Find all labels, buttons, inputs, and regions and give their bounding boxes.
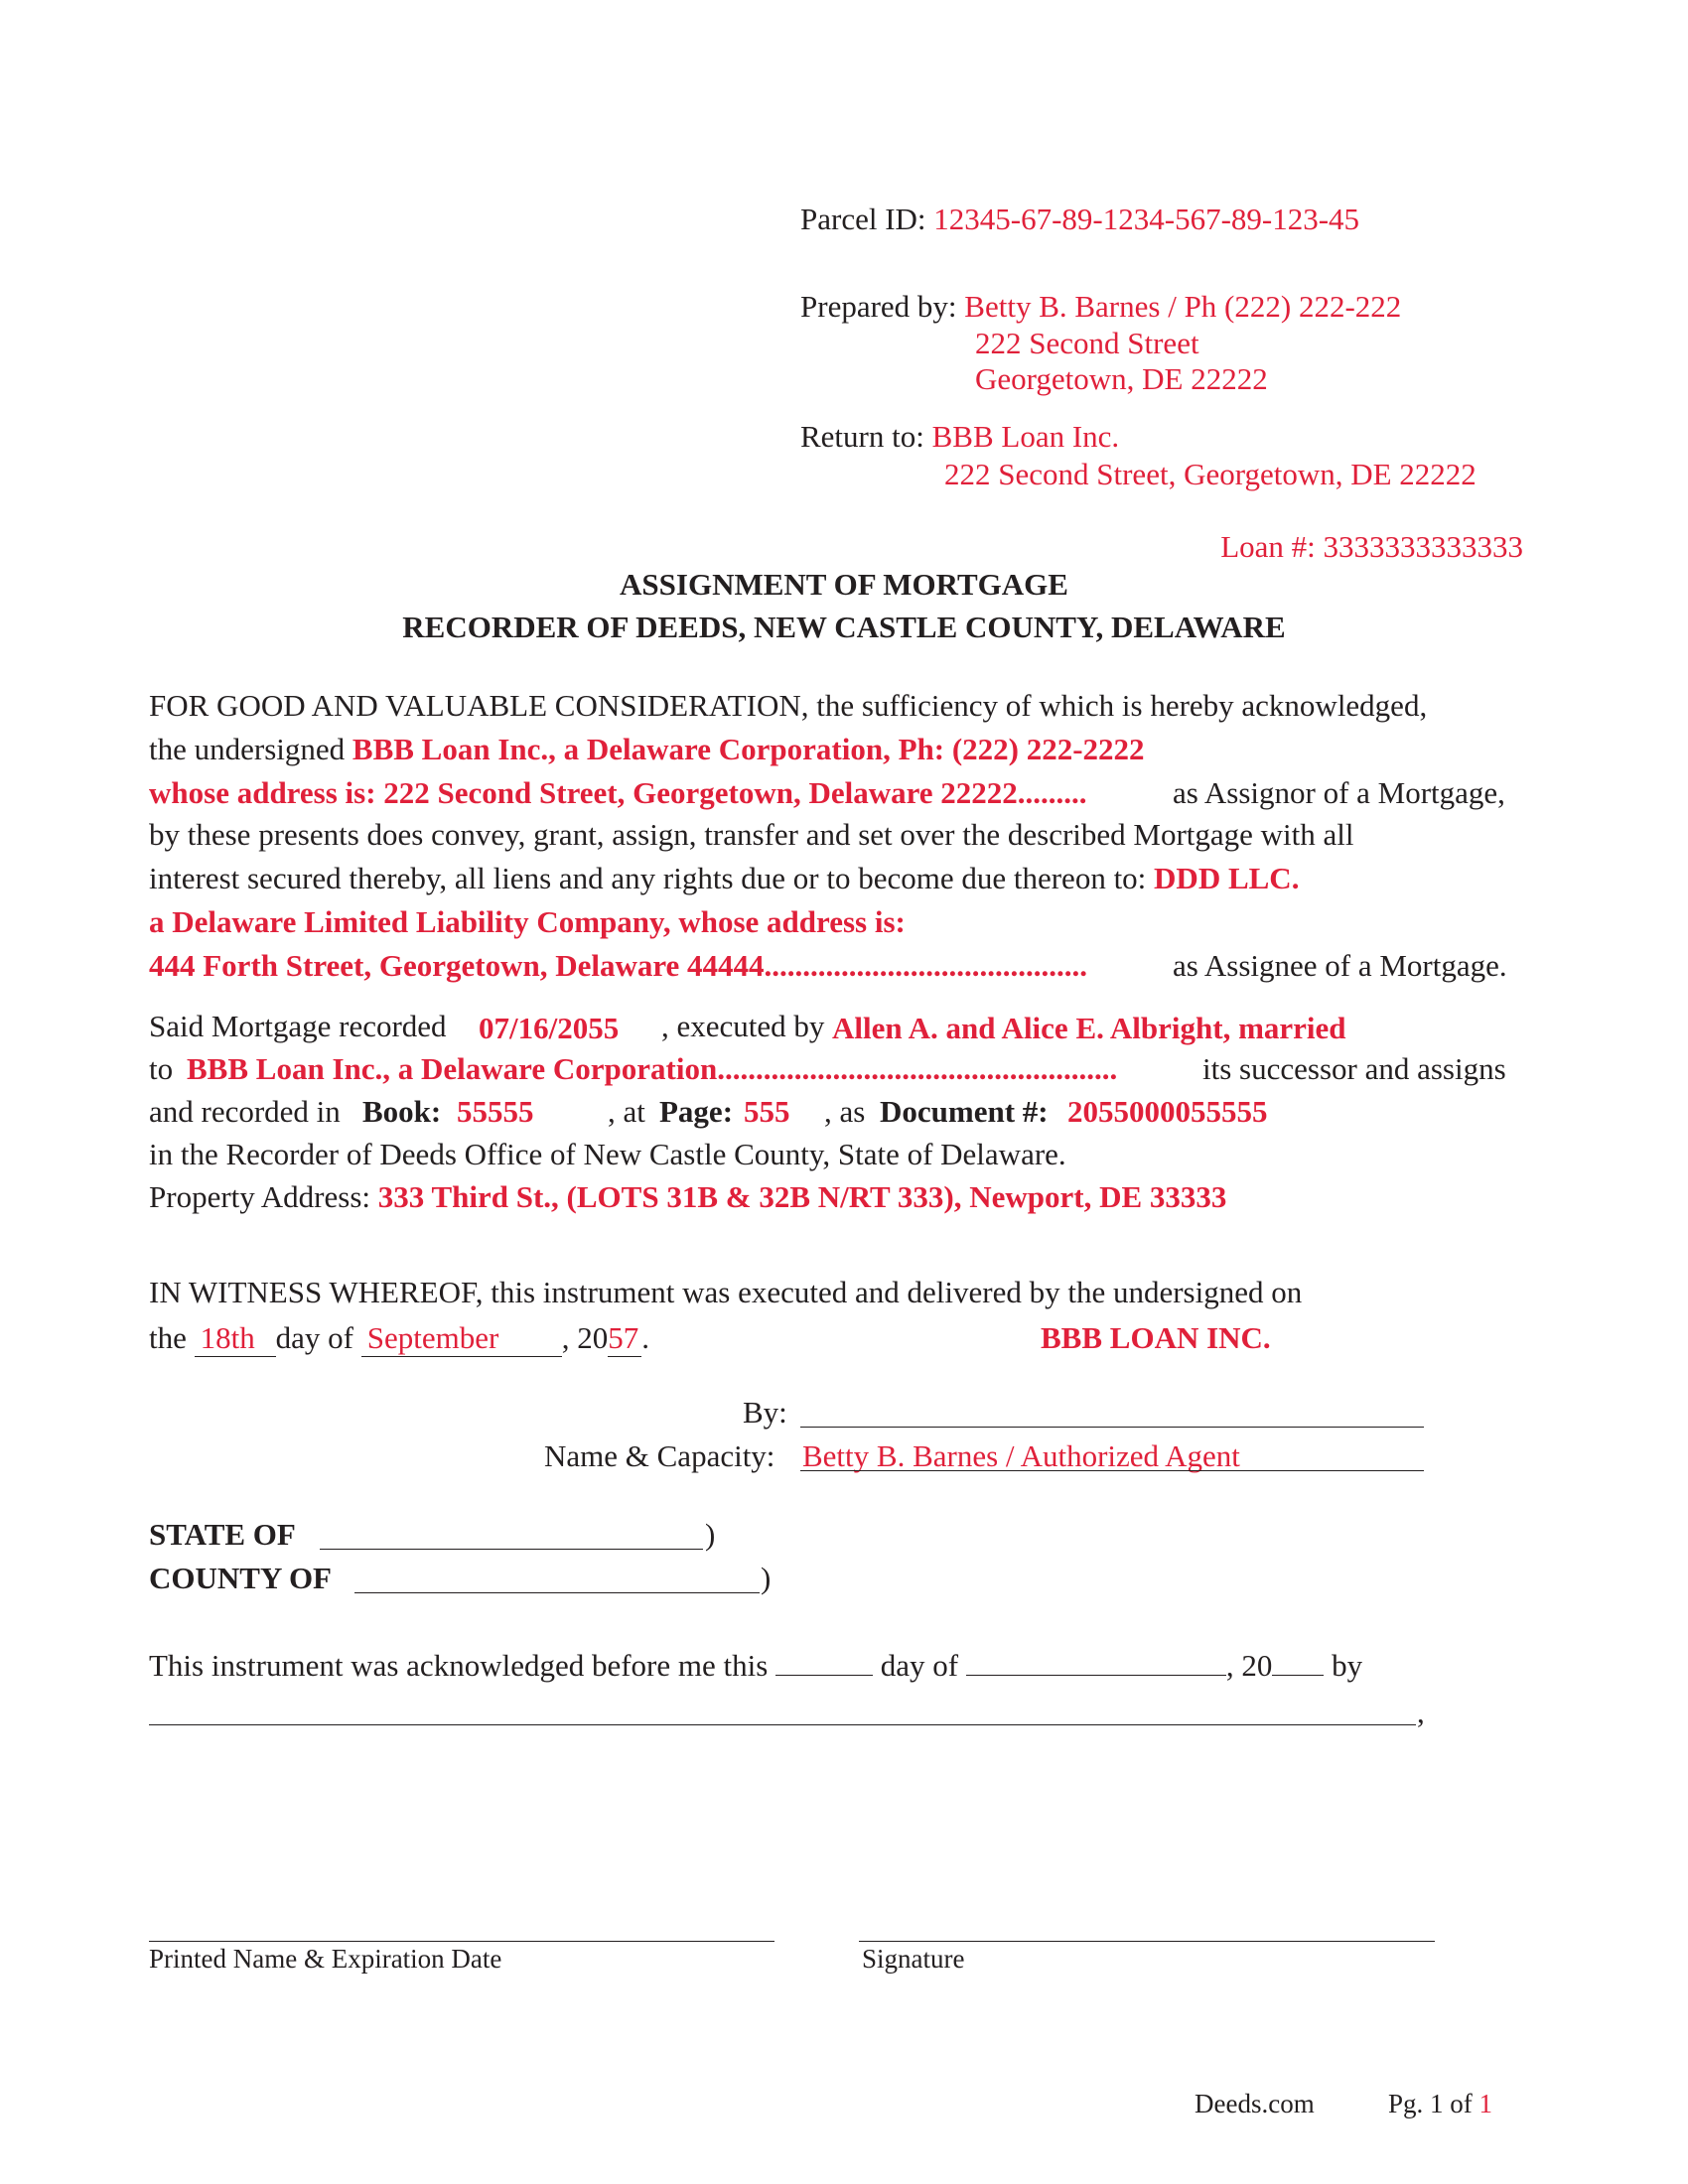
recorded-date: 07/16/2055 bbox=[479, 1011, 620, 1045]
prepared-by-street: 222 Second Street bbox=[975, 326, 1199, 360]
state-of-label: STATE OF bbox=[149, 1517, 296, 1552]
ack-month-field[interactable] bbox=[966, 1675, 1226, 1676]
parcel-id-label: Parcel ID: bbox=[800, 202, 926, 236]
para1-line5 bbox=[149, 861, 1299, 896]
executed-by: Allen A. and Alice E. Albright, married bbox=[832, 1011, 1346, 1045]
by-label: By: bbox=[743, 1395, 787, 1430]
recorded-label: Said Mortgage recorded bbox=[149, 1009, 447, 1043]
successor-text: its successor and assigns bbox=[1202, 1051, 1506, 1086]
office-line: in the Recorder of Deeds Office of New Castle County, State of Delaware. bbox=[149, 1137, 1066, 1171]
para1-line4: by these presents does convey, grant, assign, transfer and set over the described Mortgage with all bbox=[149, 817, 1354, 852]
signature-label: Signature bbox=[862, 1944, 965, 1974]
prepared-by-city: Georgetown, DE 22222 bbox=[975, 361, 1268, 396]
para1-line2 bbox=[149, 732, 1145, 767]
document-value: 2055000055555 bbox=[1067, 1094, 1268, 1129]
prepared-by-label: Prepared by: bbox=[800, 289, 957, 324]
book-label: Book: bbox=[362, 1094, 442, 1129]
ack-day-of: day of bbox=[880, 1648, 959, 1683]
interest-text: interest secured thereby, all liens and any rights due or to become due thereon to: bbox=[149, 861, 1147, 895]
mortgagee-name: BBB Loan Inc., a Delaware Corporation.................................................... bbox=[187, 1051, 1118, 1086]
return-to-line bbox=[800, 419, 1119, 455]
ack-day-field[interactable] bbox=[775, 1675, 873, 1676]
assignor-address: whose address is: 222 Second Street, Georgetown, Delaware 22222......... bbox=[149, 775, 1087, 810]
state-of-line bbox=[320, 1549, 703, 1550]
county-paren: ) bbox=[761, 1561, 772, 1595]
recorded-in-label: and recorded in bbox=[149, 1094, 341, 1129]
month-field: September bbox=[361, 1320, 562, 1357]
page-value: 555 bbox=[744, 1094, 790, 1129]
loan-number: Loan #: 3333333333333 bbox=[1220, 529, 1523, 564]
by-signature-line bbox=[800, 1427, 1424, 1428]
document-title: ASSIGNMENT OF MORTGAGE bbox=[620, 567, 1068, 602]
year-field: 57 bbox=[608, 1320, 641, 1357]
parcel-id-line bbox=[800, 202, 1359, 237]
assignor-name: BBB Loan Inc., a Delaware Corporation, Ph: (222) 222-2222 bbox=[352, 732, 1145, 766]
acknowledgment-line bbox=[149, 1648, 1362, 1684]
name-capacity-label: Name & Capacity: bbox=[544, 1438, 775, 1473]
page-pre: , at bbox=[608, 1094, 645, 1129]
footer-page bbox=[1388, 2089, 1492, 2118]
witness-line: IN WITNESS WHEREOF, this instrument was executed and delivered by the undersigned on bbox=[149, 1275, 1303, 1309]
ack-text: This instrument was acknowledged before me this bbox=[149, 1648, 769, 1683]
document-subtitle: RECORDER OF DEEDS, NEW CASTLE COUNTY, DELAWARE bbox=[402, 610, 1286, 644]
property-line bbox=[149, 1179, 1226, 1215]
return-to-address: 222 Second Street, Georgetown, DE 22222 bbox=[944, 457, 1477, 491]
name-capacity-value: Betty B. Barnes / Authorized Agent bbox=[802, 1438, 1240, 1473]
undersigned-label: the undersigned bbox=[149, 732, 346, 766]
the-label: the bbox=[149, 1320, 187, 1355]
ack-comma: , bbox=[1417, 1695, 1425, 1729]
assignee-address: 444 Forth Street, Georgetown, Delaware 44444.......................................... bbox=[149, 948, 1088, 983]
footer-page-prefix: Pg. 1 of bbox=[1388, 2089, 1473, 2118]
prepared-by-name: Betty B. Barnes / Ph (222) 222-222 bbox=[964, 289, 1402, 324]
printed-name-line[interactable] bbox=[149, 1941, 774, 1942]
property-address: 333 Third St., (LOTS 31B & 32B N/RT 333), Newport, DE 33333 bbox=[377, 1179, 1227, 1214]
ack-year-field[interactable] bbox=[1272, 1675, 1324, 1676]
page-label: Page: bbox=[659, 1094, 734, 1129]
parcel-id-value: 12345-67-89-1234-567-89-123-45 bbox=[933, 202, 1360, 236]
assignor-role: as Assignor of a Mortgage, bbox=[1173, 775, 1505, 810]
para1-line1: FOR GOOD AND VALUABLE CONSIDERATION, the sufficiency of which is hereby acknowledged, bbox=[149, 688, 1428, 723]
book-value: 55555 bbox=[457, 1094, 534, 1129]
witness-date-line bbox=[149, 1320, 649, 1357]
property-label: Property Address: bbox=[149, 1179, 371, 1214]
county-of-label: COUNTY OF bbox=[149, 1561, 332, 1595]
ack-by: by bbox=[1332, 1648, 1363, 1683]
day-field: 18th bbox=[195, 1320, 276, 1357]
company-name: BBB LOAN INC. bbox=[1041, 1320, 1271, 1355]
prepared-by-line bbox=[800, 289, 1401, 325]
doc-pre: , as bbox=[824, 1094, 866, 1129]
return-to-label: Return to: bbox=[800, 419, 924, 454]
county-of-line bbox=[354, 1592, 760, 1593]
assignee-role: as Assignee of a Mortgage. bbox=[1173, 948, 1507, 983]
assignee-name: DDD LLC. bbox=[1154, 861, 1300, 895]
state-paren: ) bbox=[705, 1517, 716, 1552]
ack-year-prefix: , 20 bbox=[1225, 1648, 1273, 1683]
to-label: to bbox=[149, 1051, 174, 1086]
day-of-label: day of bbox=[275, 1320, 353, 1355]
footer-site: Deeds.com bbox=[1195, 2089, 1315, 2118]
assignee-entity: a Delaware Limited Liability Company, whose address is: bbox=[149, 904, 906, 939]
return-to-name: BBB Loan Inc. bbox=[931, 419, 1120, 454]
executed-label: , executed by bbox=[661, 1009, 825, 1043]
name-capacity-line bbox=[800, 1470, 1424, 1471]
year-prefix: , 20 bbox=[561, 1320, 609, 1355]
document-label: Document #: bbox=[880, 1094, 1049, 1129]
ack-name-line[interactable] bbox=[149, 1724, 1416, 1725]
date-period: . bbox=[641, 1320, 649, 1355]
printed-name-label: Printed Name & Expiration Date bbox=[149, 1944, 502, 1974]
footer-page-total: 1 bbox=[1478, 2089, 1493, 2118]
notary-signature-line[interactable] bbox=[859, 1941, 1435, 1942]
